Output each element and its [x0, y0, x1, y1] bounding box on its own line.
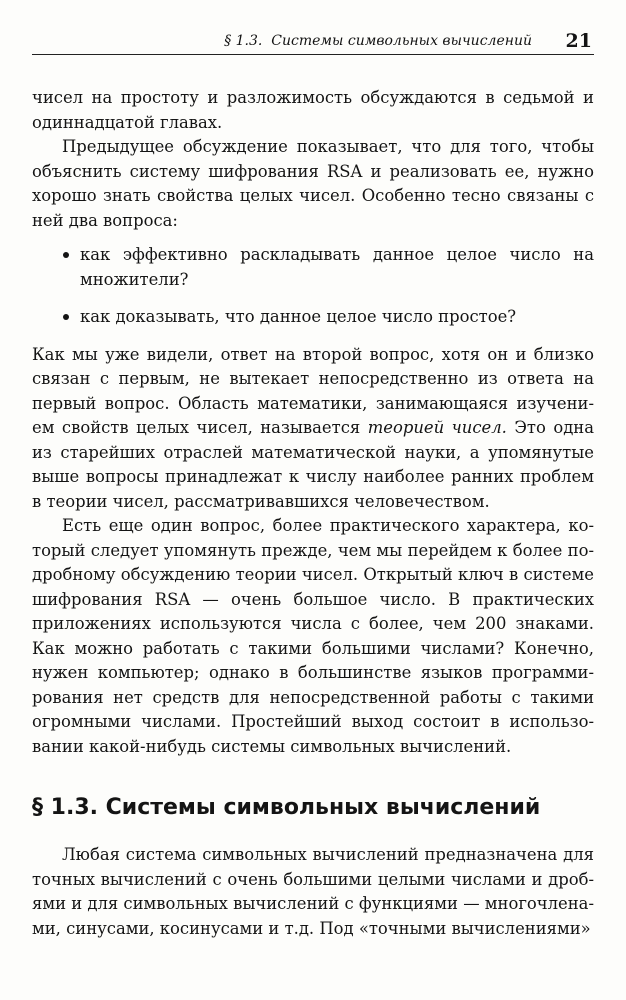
paragraph-symbolic-systems: Любая система символьных вычислений предназначена для точных вычислений с очень большими целыми числами и дробями и для символьных вычислений с функциями — многочленами, синусами, косинусами и т.д. Под «точными вычислениями» [32, 845, 594, 938]
paragraph-number-theory-end: Это одна из старейших отраслей математической науки, а упомянутые выше вопросы принадлежат к числу наиболее ранних проблем в теории чисел, рассматривавшихся человечеством. [32, 418, 595, 511]
paragraph-large-numbers: Есть еще один вопрос, более практического характера, который следует упомянуть прежде, чем мы перейдем к более подробному обсуждению теории чисел. Открытый ключ в системе шифрования RSA — очень большое число. В практических приложениях используются числа с более, чем 200 знаками. Как можно работать с такими большими числами? Конечно, нужен компьютер; однако в большинстве языков программирования нет средств для непосредственной работы с такими огромными числами. Простейший выход состоит в использовании какой-нибудь системы символьных вычислений. [32, 516, 594, 756]
book-page [32, 28, 595, 938]
list-item: как доказывать, что данное целое число простое? [32, 305, 594, 330]
list-item: как эффективно раскладывать данное целое число на множители? [32, 243, 594, 292]
page-body [32, 86, 594, 941]
paragraph-number-theory-start: Как мы уже видели, ответ на второй вопрос, хотя он и близко связан с первым, не вытекает непосредственно из ответа на первый вопрос. Область математики, занимающаяся изучением свойств целых чисел, называется [32, 344, 594, 437]
running-header-section-ref: § 1.3. [224, 33, 263, 49]
question-list [32, 243, 594, 330]
paragraph-number-theory [32, 343, 594, 515]
paragraph-continuation: чисел на простоту и разложимость обсуждаются в седьмой и одиннадцатой главах. [32, 88, 594, 132]
paragraph-rsa-intro: Предыдущее обсуждение показывает, что для того, чтобы объяснить систему шифрования RSA и реализовать ее, нужно хорошо знать свойства целых чисел. Особенно тесно связаны с ней два вопроса: [32, 137, 594, 230]
page-number: 21 [565, 30, 592, 52]
section-heading: § 1.3. Системы символьных вычислений [32, 795, 541, 820]
running-header-title [224, 33, 532, 49]
term-number-theory: теорией чисел. [367, 418, 507, 437]
running-header-section-title: Системы символьных вычислений [271, 33, 532, 49]
running-header [32, 28, 594, 55]
